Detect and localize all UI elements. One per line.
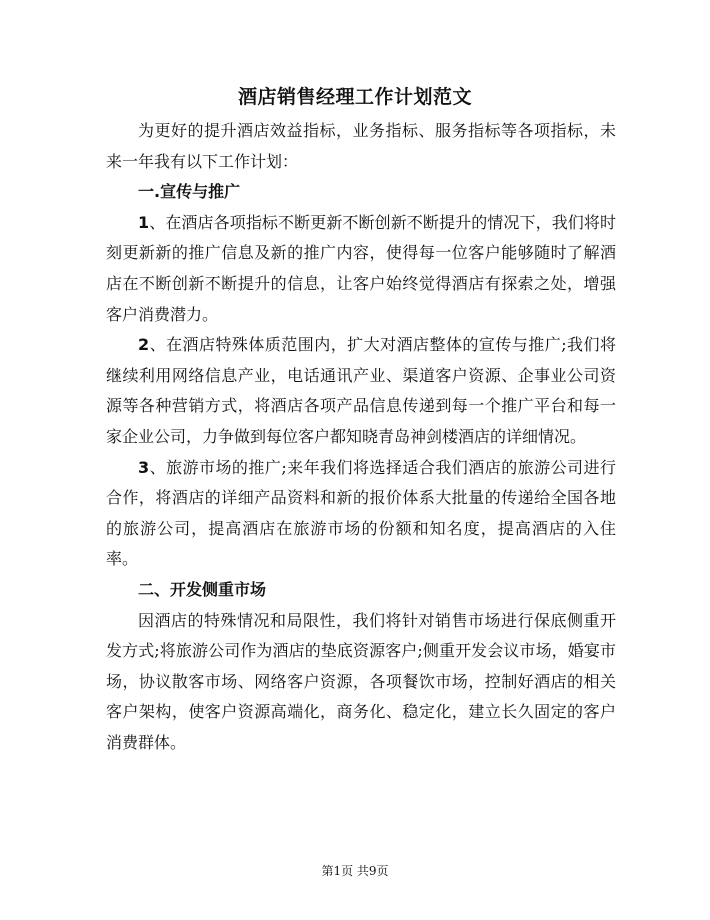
promotion-item-3 (106, 453, 616, 575)
item-number: 2 (138, 335, 150, 355)
item-number: 1 (138, 212, 150, 232)
item-number: 3 (138, 457, 150, 477)
document-body (106, 116, 616, 758)
section-heading-promotion: 一.宣传与推广 (138, 182, 241, 202)
section-heading-market: 二、开发侧重市场 (138, 579, 267, 599)
document-title: 酒店销售经理工作计划范文 (237, 86, 472, 108)
promotion-item-2 (106, 330, 616, 452)
promotion-item-1 (106, 208, 616, 330)
item-text: 、在酒店特殊体质范围内，扩大对酒店整体的宣传与推广;我们将继续利用网络信息产业，电话通讯产业、渠道客户资源、企事业公司资源等各种营销方式，将酒店各项产品信息传递到每一个推广平台和每一家企业公司，力争做到每位客户都知晓青岛神剑楼酒店的详细情况。 (106, 335, 616, 446)
page-footer: 第1页 共9页 (321, 864, 389, 878)
item-text: 、在酒店各项指标不断更新不断创新不断提升的情况下，我们将时刻更新新的推广信息及新的推广内容，使得每一位客户能够随时了解酒店在不断创新不断提升的信息，让客户始终觉得酒店有探索之处，增强客户消费潜力。 (106, 212, 616, 324)
item-text: 、旅游市场的推广;来年我们将选择适合我们酒店的旅游公司进行合作，将酒店的详细产品资料和新的报价体系大批量的传递给全国各地的旅游公司，提高酒店在旅游市场的份额和知名度，提高酒店的入住率。 (106, 457, 616, 569)
market-paragraph: 因酒店的特殊情况和局限性，我们将针对销售市场进行保底侧重开发方式;将旅游公司作为酒店的垫底资源客户;侧重开发会议市场，婚宴市场，协议散客市场、网络客户资源，各项餐饮市场，控制好酒店的相关客户架构，使客户资源高端化，商务化、稳定化，建立长久固定的客户消费群体。 (106, 610, 616, 752)
intro-paragraph: 为更好的提升酒店效益指标，业务指标、服务指标等各项指标，未来一年我有以下工作计划： (106, 121, 616, 171)
